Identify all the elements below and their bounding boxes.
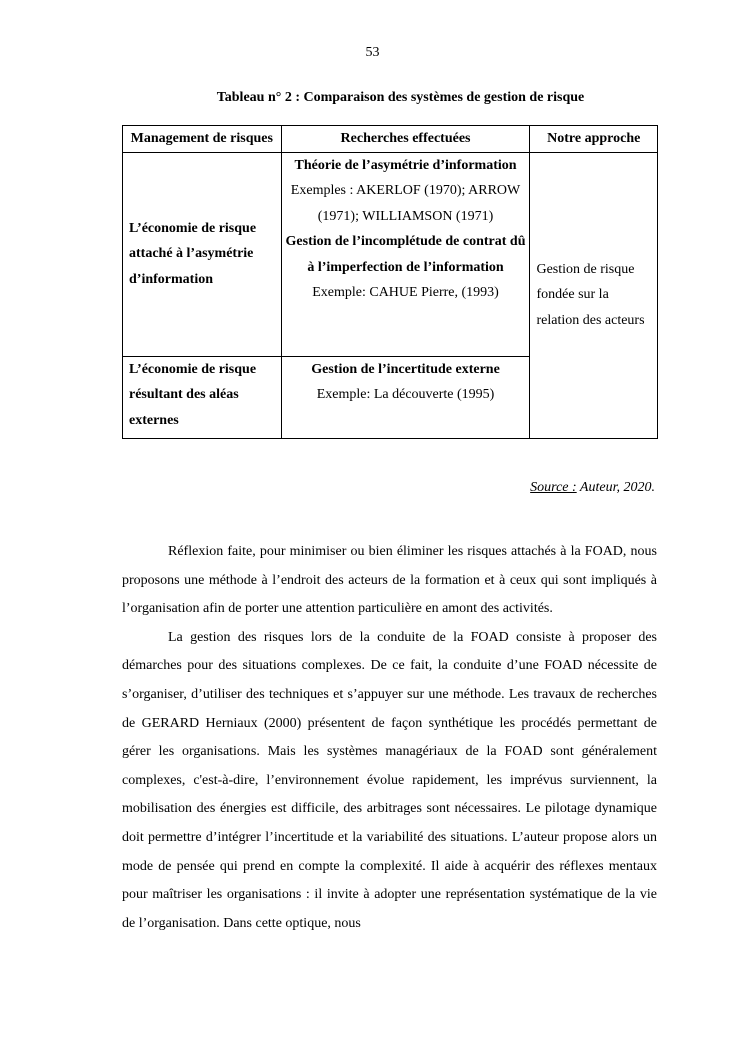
row1-research-title1: Théorie de l’asymétrie d’information [294, 157, 517, 173]
row1-research [281, 152, 530, 356]
row1-label: L’économie de risque attaché à l’asymétrie d’information [123, 152, 282, 356]
row2-label: L’économie de risque résultant des aléas externes [123, 356, 282, 438]
source-note [530, 480, 655, 496]
header-management: Management de risques [123, 126, 282, 153]
paragraph: La gestion des risques lors de la conduite de la FOAD consiste à proposer des démarches pour des situations complexes. De ce fait, la conduite d’une FOAD nécessite de s’organiser, d’utiliser des techniques et s’appuyer sur une méthode. Les travaux de recherches de GERARD Herniaux (2000) présentent de façon synthétique les procédés permettant de gérer les organisations. Mais les systèmes managériaux de la FOAD sont généralement complexes, c'est-à-dire, l’environnement évolue rapidement, les imprévus surviennent, la mobilisation des énergies est difficile, des arbitrages sont nécessaires. Le pilotage dynamique doit permettre d’intégrer l’incertitude et la variabilité des situations. L’auteur propose alors un mode de pensée qui prend en compte la complexité. Il aide à acquérir des réflexes mentaux pour maîtriser les organisations : il invite à adopter une représentation systématique de la vie de l’organisation. Dans cette optique, nous [122, 629, 657, 931]
source-label: Source : [530, 480, 577, 495]
row1-research-examples1: Exemples : AKERLOF (1970); ARROW (1971); WILLIAMSON (1971) [290, 183, 521, 224]
source-text: Auteur, 2020. [576, 480, 655, 495]
comparison-table [122, 125, 658, 439]
row1-research-title2: Gestion de l’incomplétude de contrat dû à l’imperfection de l’information [285, 234, 526, 275]
approach-cell: Gestion de risque fondée sur la relation des acteurs [530, 152, 658, 438]
header-approach: Notre approche [530, 126, 658, 153]
table-row [123, 152, 658, 356]
body-text [122, 538, 657, 938]
table-caption: Tableau n° 2 : Comparaison des systèmes de gestion de risque [216, 90, 585, 105]
row2-research [281, 356, 530, 438]
row1-research-examples2: Exemple: CAHUE Pierre, (1993) [312, 285, 499, 300]
page-number: 53 [365, 45, 380, 60]
row2-research-title: Gestion de l’incertitude externe [311, 361, 500, 377]
paragraph: Réflexion faite, pour minimiser ou bien éliminer les risques attachés à la FOAD, nous proposons une méthode à l’endroit des acteurs de la formation et à ceux qui sont impliqués à l’organisation afin de porter une attention particulière en amont des activités. [122, 544, 657, 617]
header-research: Recherches effectuées [281, 126, 530, 153]
row2-research-example: Exemple: La découverte (1995) [316, 387, 495, 402]
table-header-row [123, 126, 658, 153]
